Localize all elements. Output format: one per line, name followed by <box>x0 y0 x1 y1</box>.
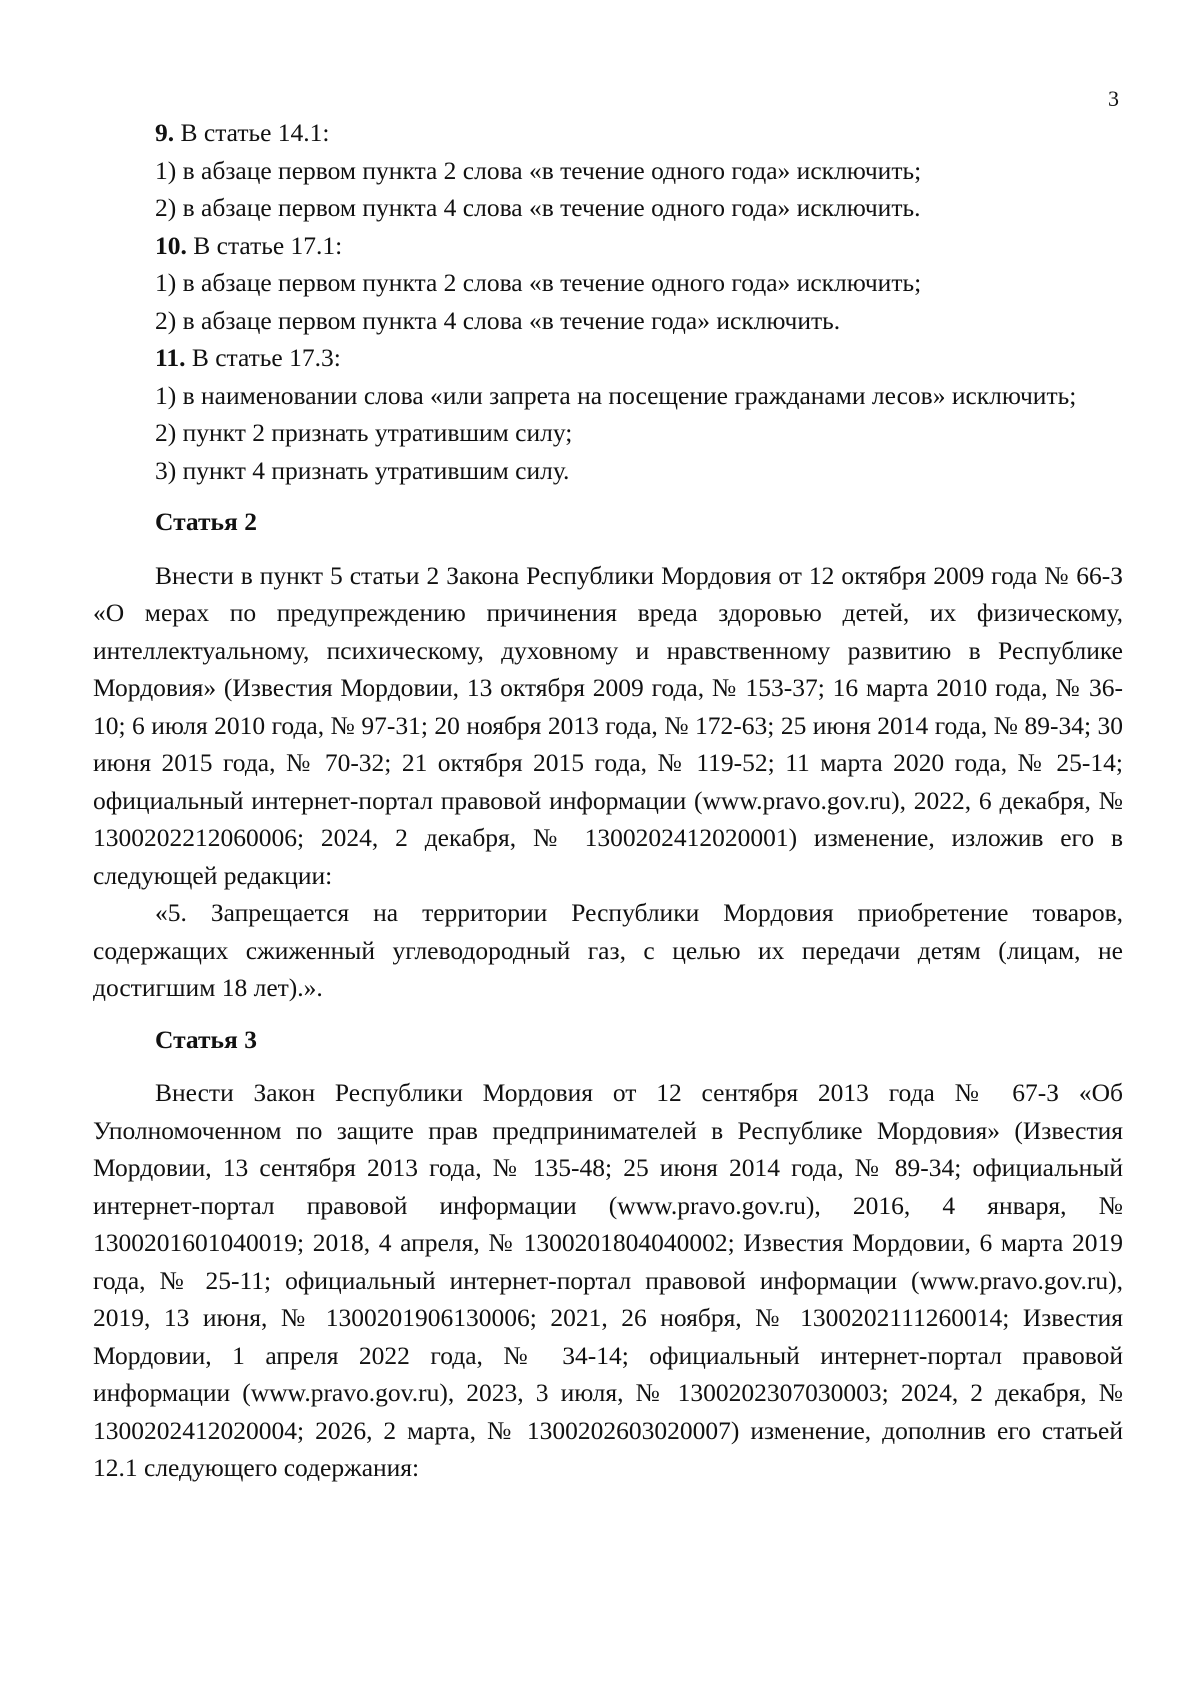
item-number: 9. <box>155 118 175 147</box>
item-text: В статье 17.1: <box>186 230 343 260</box>
article-2-quote: «5. Запрещается на территории Республики Мордовия приобретение товаров, содержащих сжиженный углеводородный газ, с целью их передачи детям (лицам, не достигшим 18 лет).». <box>93 898 1123 1002</box>
subitem: 2) в абзаце первом пункта 4 слова «в течение одного года» исключить. <box>155 193 921 222</box>
document-body <box>93 114 1123 1487</box>
subitem: 2) пункт 2 признать утратившим силу; <box>155 418 573 447</box>
item-11 <box>93 339 1123 377</box>
item-9 <box>93 114 1123 152</box>
subitem: 1) в абзаце первом пункта 2 слова «в течение одного года» исключить; <box>155 155 922 185</box>
article-3-heading: Статья 3 <box>155 1024 257 1054</box>
article-2-body: Внести в пункт 5 статьи 2 Закона Республики Мордовия от 12 октября 2009 года № 66-З «О мерах по предупреждению причинения вреда здоровью детей, их физическому, интеллектуальному, психическому, духовному и нравственному развитию в Республике Мордовия» (Известия Мордовии, 13 октября 2009 года, № 153-37; 16 марта 2010 года, № 36-10; 6 июля 2010 года, № 97-31; 20 ноября 2013 года, № 172-63; 25 июня 2014 года, № 89-34; 30 июня 2015 года, № 70-32; 21 октября 2015 года, № 119-52; 11 марта 2020 года, № 25-14; официальный интернет-портал правовой информации (www.pravo.gov.ru), 2022, 6 декабря, № 1300202212060006; 2024, 2 декабря, № 1300202412020001) изменение, изложив его в следующей редакции: <box>93 560 1123 890</box>
item-number: 11. <box>155 343 186 372</box>
article-2-heading: Статья 2 <box>155 507 257 536</box>
subitem: 3) пункт 4 признать утратившим силу. <box>155 455 570 485</box>
subitem: 2) в абзаце первом пункта 4 слова «в течение года» исключить. <box>155 305 841 335</box>
item-number: 10. <box>155 230 187 260</box>
item-text: В статье 14.1: <box>174 118 330 147</box>
item-10 <box>93 227 1123 265</box>
subitem: 1) в абзаце первом пункта 2 слова «в течение одного года» исключить; <box>155 268 922 297</box>
page-number: 3 <box>1108 86 1119 111</box>
subitem: 1) в наименовании слова «или запрета на посещение гражданами лесов» исключить; <box>155 380 1077 410</box>
article-3-body: Внести Закон Республики Мордовия от 12 сентября 2013 года № 67-З «Об Уполномоченном по защите прав предпринимателей в Республике Мордовия» (Известия Мордовии, 13 сентября 2013 года, № 135-48; 25 июня 2014 года, № 89-34; официальный интернет-портал правовой информации (www.pravo.gov.ru), 2016, 4 января, № 1300201601040019; 2018, 4 апреля, № 1300201804040002; Известия Мордовии, 6 марта 2019 года, № 25-11; официальный интернет-портал правовой информации (www.pravo.gov.ru), 2019, 13 июня, № 1300201906130006; 2021, 26 ноября, № 1300202111260014; Известия Мордовии, 1 апреля 2022 года, № 34-14; официальный интернет-портал правовой информации (www.pravo.gov.ru), 2023, 3 июля, № 1300202307030003; 2024, 2 декабря, № 1300202412020004; 2026, 2 марта, № 1300202603020007) изменение, дополнив его статьей 12.1 следующего содержания: <box>93 1078 1123 1482</box>
item-text: В статье 17.3: <box>185 343 341 372</box>
